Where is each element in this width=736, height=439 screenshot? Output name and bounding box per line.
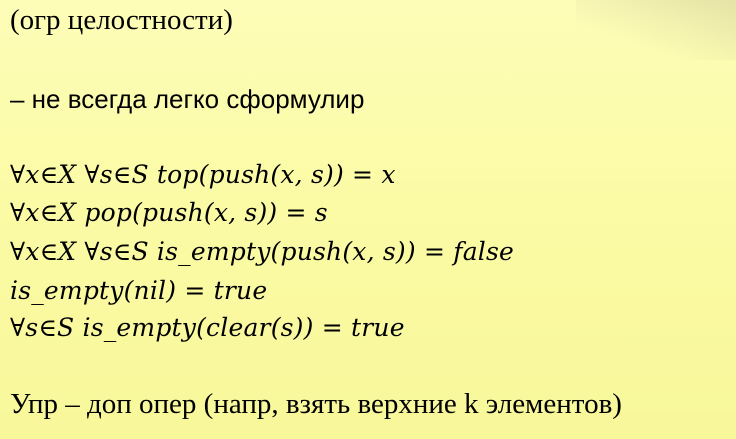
formula-top-push: ∀x∈X ∀s∈S top(push(x, s)) = x bbox=[10, 160, 396, 189]
formula-is-empty-clear: ∀s∈S is_empty(clear(s)) = true bbox=[10, 313, 405, 342]
corner-shade bbox=[576, 0, 736, 60]
slide-title: (огр целостности) bbox=[10, 4, 233, 36]
note-text: – не всегда легко сформулир bbox=[10, 84, 365, 114]
formula-pop-push: ∀x∈X pop(push(x, s)) = s bbox=[10, 198, 328, 227]
exercise-text: Упр – доп опер (напр, взять верхние k элементов) bbox=[10, 388, 622, 420]
formula-is-empty-nil: is_empty(nil) = true bbox=[10, 276, 268, 305]
formula-is-empty-push: ∀x∈X ∀s∈S is_empty(push(x, s)) = false bbox=[10, 237, 515, 266]
